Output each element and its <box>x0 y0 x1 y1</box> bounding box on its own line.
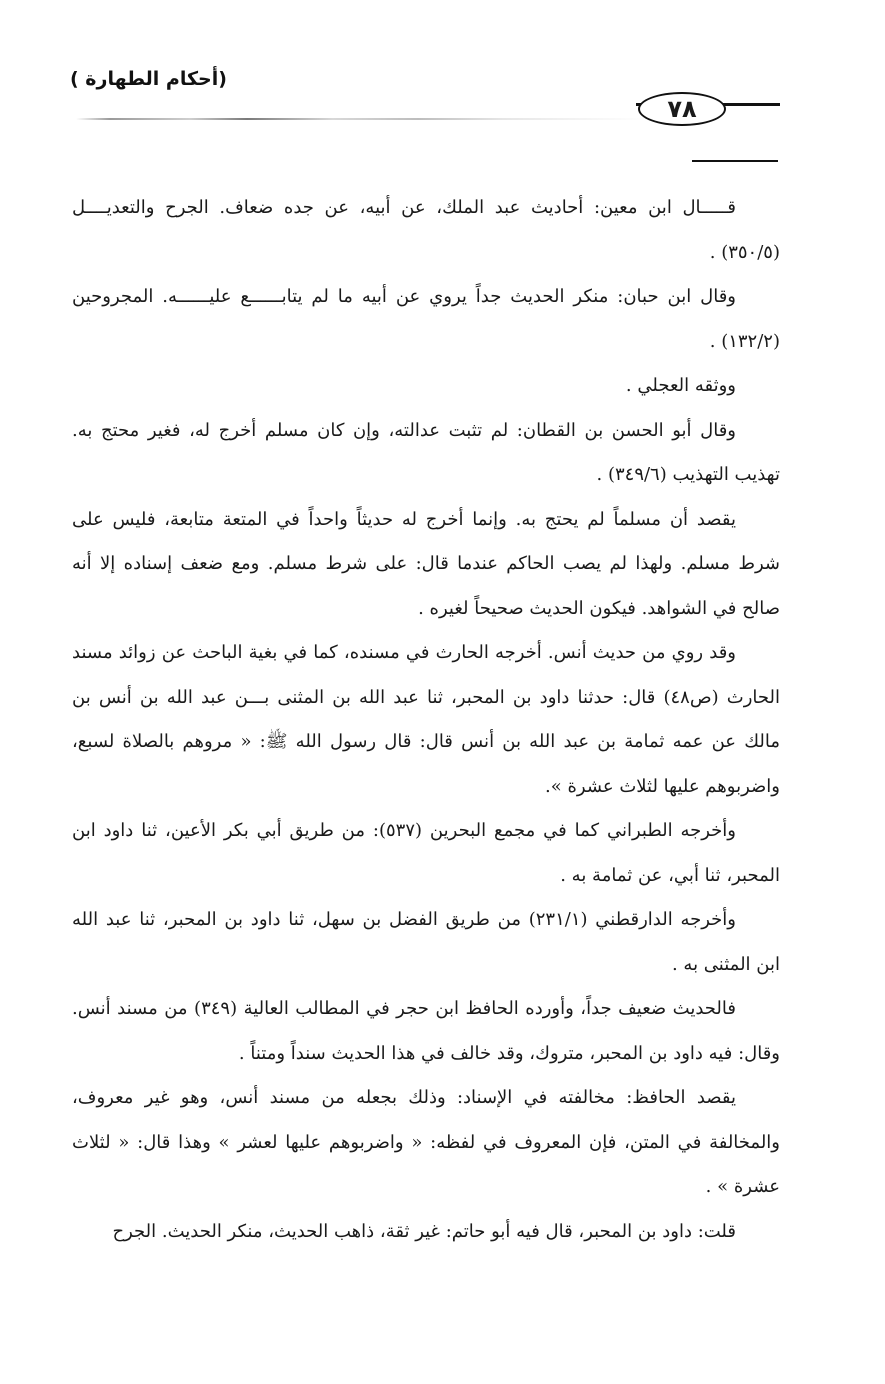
paragraph: يقصد الحافظ: مخالفته في الإسناد: وذلك بجعله من مسند أنس، وهو غير معروف، والمخالفة في المتن، فإن المعروف في لفظه: « واضربوهم عليها لعشر » وهذا قال: « لثلاث عشرة » . <box>72 1087 780 1197</box>
paragraph: وقال ابن حبان: منكر الحديث جداً يروي عن أبيه ما لم يتابــــــع عليــــــه. المجروحين (١٣٢/٢) . <box>72 286 780 352</box>
paragraph: فالحديث ضعيف جداً، وأورده الحافظ ابن حجر في المطالب العالية (٣٤٩) من مسند أنس. وقال: فيه داود بن المحبر، متروك، وقد خالف في هذا الحديث سنداً ومتناً . <box>72 998 780 1064</box>
paragraph: وأخرجه الدارقطني (٢٣١/١) من طريق الفضل بن سهل، ثنا داود بن المحبر، ثنا عبد الله ابن المثنى به . <box>72 909 780 975</box>
footnote-text-block <box>72 186 780 1254</box>
page-number-badge: ٧٨ <box>638 92 726 126</box>
paragraph: قلت: داود بن المحبر، قال فيه أبو حاتم: غير ثقة، ذاهب الحديث، منكر الحديث. الجرح <box>112 1220 736 1242</box>
paragraph: يقصد أن مسلماً لم يحتج به. وإنما أخرج له حديثاً واحداً في المتعة متابعة، فليس على شرط مسلم. ولهذا لم يصب الحاكم عندما قال: على شرط مسلم. ومع ضعف إسناده إلا أنه صالح في الشواهد. فيكون الحديث صحيحاً لغيره . <box>72 508 781 619</box>
header-divider <box>76 118 646 120</box>
footnote-separator <box>692 160 778 162</box>
paragraph: قـــــال ابن معين: أحاديث عبد الملك، عن أبيه، عن جده ضعاف. الجرح والتعديــــل (٣٥٠/٥) . <box>72 197 780 263</box>
paragraph: وأخرجه الطبراني كما في مجمع البحرين (٥٣٧): من طريق أبي بكر الأعين، ثنا داود ابن المحبر، ثنا أبي، عن ثمامة به . <box>72 820 780 886</box>
running-header-title: (أحكام الطهارة ) <box>70 68 227 90</box>
paragraph: ووثقه العجلي . <box>625 375 736 396</box>
paragraph: وقد روي من حديث أنس. أخرجه الحارث في مسنده، كما في بغية الباحث عن زوائد مسند الحارث (ص٤٨) قال: حدثنا داود بن المحبر، ثنا عبد الله بن المثنى بـــن عبد الله بن أنس بن مالك عن عمه ثمامة بن عبد الله بن أنس قال: قال رسول الله ﷺ: « مروهم بالصلاة لسبع، واضربوهم عليها لثلاث عشرة ». <box>72 642 780 797</box>
paragraph: وقال أبو الحسن بن القطان: لم تثبت عدالته، وإن كان مسلم أخرج له، فغير محتج به. تهذيب التهذيب (٣٤٩/٦) . <box>72 419 780 485</box>
